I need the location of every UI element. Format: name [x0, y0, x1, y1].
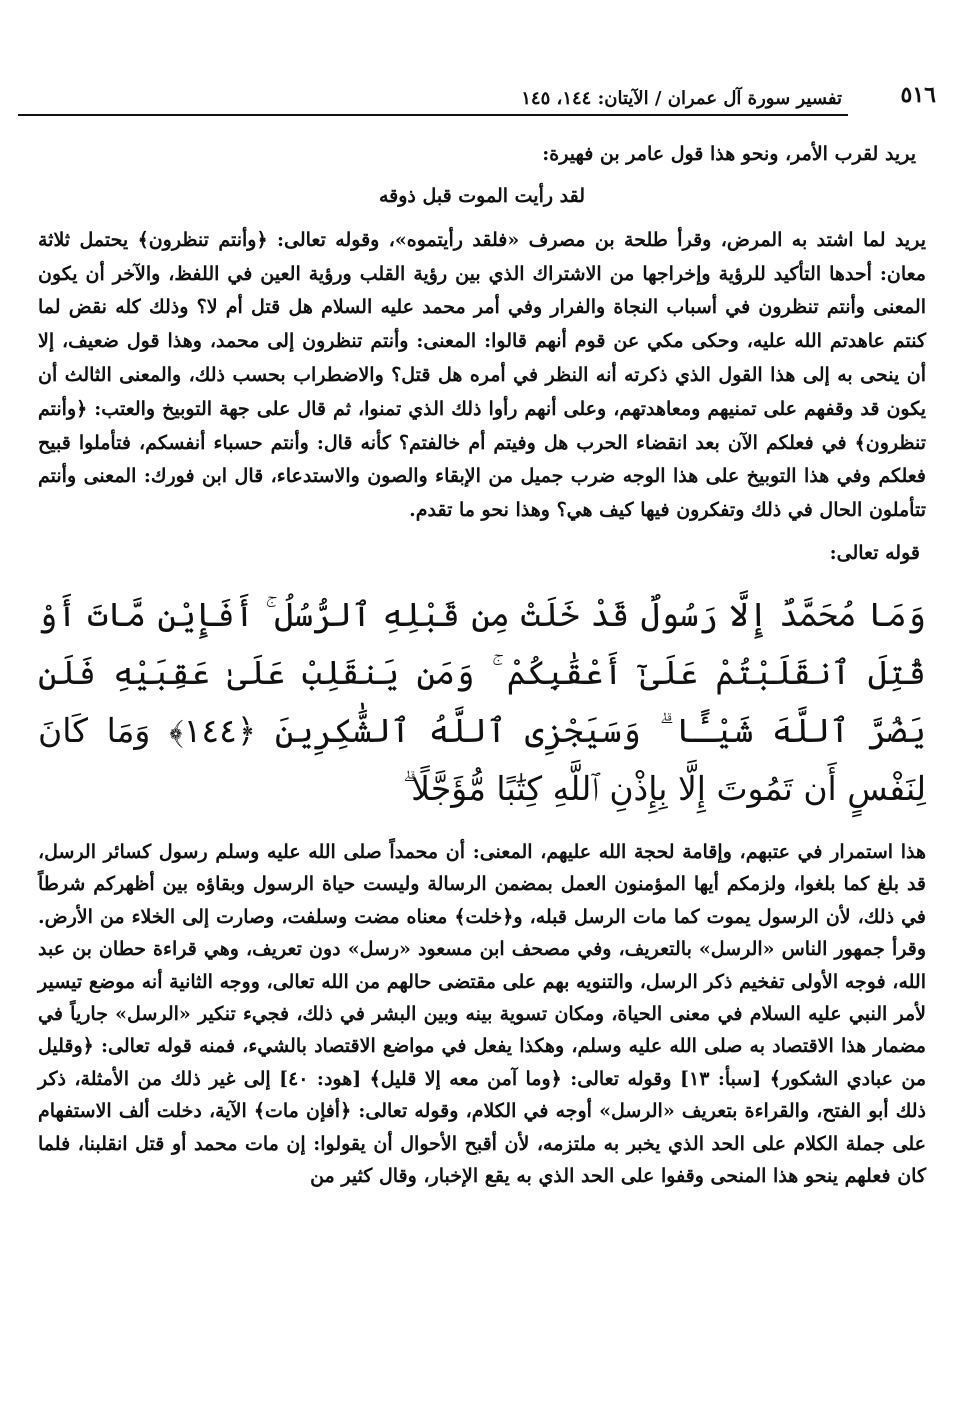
commentary-paragraph-1: يريد لما اشتد به المرض، وقرأ طلحة بن مصرف «فلقد رأيتموه»، وقوله تعالى: ﴿وأنتم تنظرون﴾ يحتمل ثلاثة معان: أحدها التأكيد للرؤية وإخراجها من الاشتراك الذي بين رؤية القلب ورؤية العين في اللفظ، والآخر أن يكون المعنى وأنتم تنظرون في أسباب النجاة والفرار وفي أمر محمد عليه السلام هل قتل أم لا؟ وذلك كله نقض لما كنتم عاهدتم الله عليه، وحكى مكي عن قوم أنهم قالوا: المعنى: وأنتم تنظرون إلى محمد، وهذا قول ضعيف، إلا أن ينحى به إلى هذا القول الذي ذكرته أنه النظر في أمره هل قتل؟ والاضطراب بحسب ذلك، والمعنى الثالث أن يكون قد وقفهم على تمنيهم ومعاهدتهم، وعلى أنهم رأوا ذلك الذي تمنوا، ثم قال على جهة التوبيخ والعتب: ﴿وأنتم تنظرون﴾ في فعلكم الآن بعد انقضاء الحرب هل وفيتم أم خالفتم؟ كأنه قال: وأنتم حسباء أنفسكم، فتأملوا قبيح فعلكم وفي هذا التوبيخ على هذا الوجه ضرب جميل من الإبقاء والصون والاستدعاء، قال ابن فورك: المعنى وأنتم تتأملون الحال في ذلك وتفكرون فيها كيف هي؟ وهذا نحو ما تقدم. [38, 228, 926, 522]
commentary-section-2 [38, 836, 926, 1192]
running-header [18, 84, 848, 116]
verse-intro: قوله تعالى: [829, 541, 920, 564]
poem-line: لقد رأيت الموت قبل ذوقه [378, 184, 586, 207]
quran-verse: وَمَا مُحَمَّدٌ إِلَّا رَسُولٌ قَدْ خَلَتْ مِن قَبْلِهِ ٱلرُّسُلُ ۚ أَفَإِيْن مَّاتَ أَوْ قُتِلَ ٱنقَلَبْتُمْ عَلَىٰٓ أَعْقَٰبِكُمْ ۚ وَمَن يَنقَلِبْ عَلَىٰ عَقِبَيْهِ فَلَن يَضُرَّ ٱللَّهَ شَيْـًٔا ۗ وَسَيَجْزِى ٱللَّهُ ٱلشَّٰكِرِينَ ﴿١٤٤﴾ وَمَا كَانَ لِنَفْسٍ أَن تَمُوتَ إِلَّا بِإِذْنِ ٱللَّهِ كِتَٰبًا مُّؤَجَّلًا ۗ [38, 594, 926, 808]
commentary-paragraph-2: هذا استمرار في عتبهم، وإقامة لحجة الله عليهم، المعنى: أن محمداً صلى الله عليه وسلم رسول كسائر الرسل، قد بلغ كما بلغوا، ولزمكم أيها المؤمنون العمل بمضمن الرسالة وليست حياة الرسول وبقاؤه بين أظهركم شرطاً في ذلك، لأن الرسول يموت كما مات الرسل قبله، و﴿خلت﴾ معناه مضت وسلفت، وصارت إلى الخلاء من الأرض. وقرأ جمهور الناس «الرسل» بالتعريف، وفي مصحف ابن مسعود «رسل» دون تعريف، وهي قراءة حطان بن عبد الله، فوجه الأولى تفخيم ذكر الرسل، والتنويه بهم على مقتضى حالهم من الله تعالى، ووجه الثانية أنه موضع تيسير لأمر النبي عليه السلام في معنى الحياة، ومكان تسوية بينه وبين البشر في ذلك، فجيء تنكير «الرسل» جارياً في مضمار هذا الاقتصاد به صلى الله عليه وسلم، وهكذا يفعل في مواضع الاقتصاد بالشيء، فمنه قوله تعالى: ﴿وقليل من عبادي الشكور﴾ [سبأ: ١٣] وقوله تعالى: ﴿وما آمن معه إلا قليل﴾ [هود: ٤٠] إلى غير ذلك من الأمثلة، ذكر ذلك أبو الفتح، والقراءة بتعريف «الرسل» أوجه في الكلام، وقوله تعالى: ﴿أفإن مات﴾ الآية، دخلت ألف الاستفهام على جملة الكلام على الحد الذي يخبر به ملتزمه، لأن أقبح الأحوال أن يقولوا: إن مات محمد أو قتل انقلبنا، فلما كان فعلهم ينحو هذا المنحى وقفوا على الحد الذي به يقع الإخبار، وقال كثير من [38, 840, 926, 1188]
running-title: تفسير سورة آل عمران / الآيتان: ١٤٤، ١٤٥ [521, 87, 842, 109]
page-body [38, 138, 926, 1192]
page-number: ٥١٦ [900, 82, 936, 108]
intro-line: يريد لقرب الأمر، ونحو هذا قول عامر بن فهيرة: [542, 143, 916, 165]
